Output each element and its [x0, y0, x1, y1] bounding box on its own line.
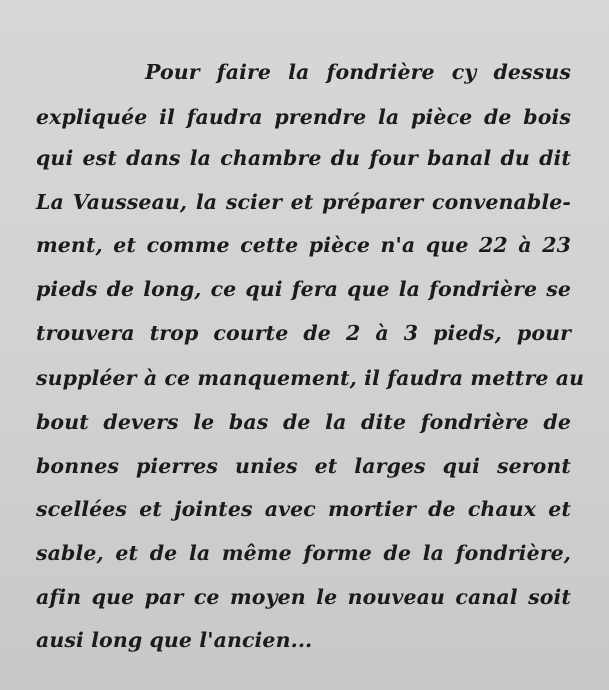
- text-line: pieds de long, ce qui fera que la fondrière se: [36, 277, 571, 301]
- text-line: La Vausseau, la scier et préparer convenable-: [36, 190, 571, 214]
- text-line: bonnes pierres unies et larges qui seront: [36, 454, 571, 478]
- text-line: expliquée il faudra prendre la pièce de bois: [36, 105, 571, 129]
- text-line: bout devers le bas de la dite fondrière de: [36, 410, 571, 434]
- text-line: qui est dans la chambre du four banal du dit: [36, 146, 571, 170]
- text-line: suppléer à ce manquement, il faudra mettre au: [36, 366, 585, 390]
- text-line: sable, et de la même forme de la fondrière,: [36, 541, 571, 565]
- text-line: ment, et comme cette pièce n'a que 22 à 23: [36, 233, 571, 257]
- text-line: trouvera trop courte de 2 à 3 pieds, pour: [36, 321, 571, 345]
- text-line: afin que par ce moyen le nouveau canal soit: [36, 585, 571, 609]
- text-line: scellées et jointes avec mortier de chaux et: [36, 497, 571, 521]
- text-line: Pour faire la fondrière cy dessus: [145, 60, 571, 84]
- text-line: ausi long que l'ancien...: [36, 628, 313, 652]
